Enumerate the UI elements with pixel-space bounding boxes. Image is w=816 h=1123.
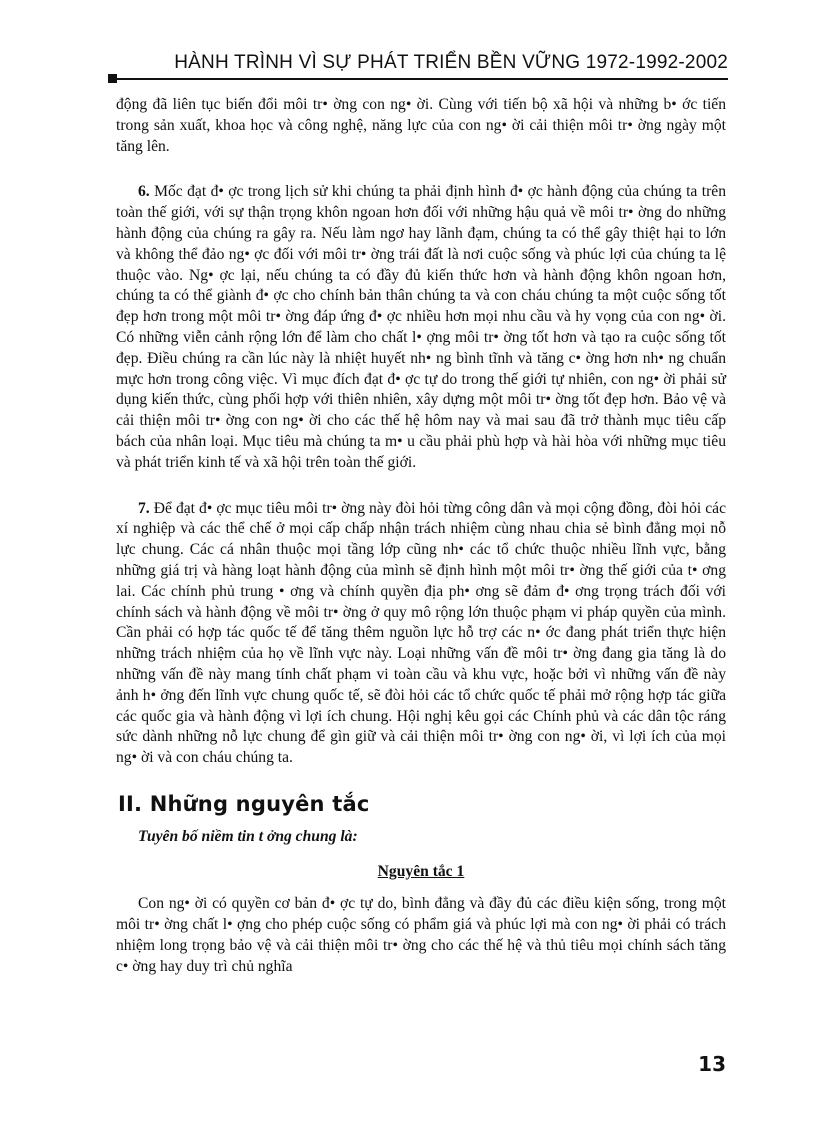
paragraph-7-text: Để đạt đ• ợc mục tiêu môi tr• ờng này đòi hỏi từng công dân và mọi cộng đồng, đòi hỏi các xí nghiệp và các thể chế ở mọi cấp chấp nhận trách nhiệm cùng nhau chia sẻ bình đẳng mọi nỗ lực chung. Các cá nhân thuộc mọi tầng lớp cũng nh• các tổ chức thuộc nhiều lĩnh vực, bằng những giá trị và hàng loạt hành động của mình sẽ định hình một môi tr• ờng thế giới của t• ơng lai. Các chính phủ trung • ơng và chính quyền địa ph• ơng sẽ đảm đ• ơng trọng trách đối với chính sách và hành động về môi tr• ờng ở quy mô rộng lớn thuộc phạm vi pháp quyền của mình. Cần phải có hợp tác quốc tế để tăng thêm nguồn lực hỗ trợ các n• ớc đang phát triển thực hiện những trách nhiệm của họ về lĩnh vực này. Loại những vấn đề môi tr• ờng đang gia tăng là do những vấn đề này mang tính chất phạm vi toàn cầu và khu vực, hoặc bởi vì những vấn đề này ảnh h• ởng đến lĩnh vực chung quốc tế, sẽ đòi hỏi các tổ chức quốc tế phải mở rộng hợp tác giữa các quốc gia và hành động vì lợi ích chung. Hội nghị kêu gọi các Chính phủ và các dân tộc ráng sức dành những nỗ lực chung để gìn giữ và cải thiện môi tr• ờng con ng• ời, vì lợi ích của mọi ng• ời và con cháu chúng ta.	[116, 499, 726, 767]
principle-1-title: Nguyên tắc 1	[377, 862, 465, 880]
header-rule	[112, 78, 728, 80]
paragraph-7	[116, 499, 726, 769]
principle-1-text: Con ng• ời có quyền cơ bản đ• ợc tự do, bình đẳng và đầy đủ các điều kiện sống, trong một môi tr• ờng chất l• ợng cho phép cuộc sống có phẩm giá và phúc lợi mà con ng• ời phải có trách nhiệm long trọng bảo vệ và cải thiện môi tr• ờng cho các thế hệ và thủ tiêu mọi chính sách tăng c• ờng hay duy trì chủ nghĩa	[116, 895, 726, 975]
running-header	[108, 52, 728, 82]
header-square-bullet	[108, 74, 117, 83]
paragraph-6-number: 6.	[138, 183, 150, 201]
paragraph-7-number: 7.	[138, 499, 150, 517]
page-content	[116, 95, 726, 977]
paragraph-6-text: Mốc đạt đ• ợc trong lịch sử khi chúng ta phải định hình đ• ợc hành động của chúng ta trên toàn thế giới, với sự thận trọng khôn ngoan hơn đối với những hậu quả về môi tr• ờng do những hành động của chúng ra gây ra. Nếu làm ngơ hay lãnh đạm, chúng ta có thể gây thiệt hại to lớn và không thể đảo ng• ợc đối với môi tr• ờng trái đất là nơi cuộc sống và phúc lợi của chúng ta lệ thuộc vào. Ng• ợc lại, nếu chúng ta có đầy đủ kiến thức hơn và hành động khôn ngoan hơn, chúng ta có thể giành đ• ợc cho chính bản thân chúng ta và con cháu chúng ta một cuộc sống tốt đẹp hơn trong một môi tr• ờng đáp ứng đ• ợc nhiều hơn mọi nhu cầu và hy vọng của con ng• ời. Có những viễn cảnh rộng lớn để làm cho chất l• ợng môi tr• ờng tốt hơn và tạo ra cuộc sống tốt đẹp. Điều chúng ra cần lúc này là nhiệt huyết nh• ng bình tĩnh và tăng c• ờng hơn nh• ng chuẩn mực hơn trong công việc. Vì mục đích đạt đ• ợc tự do trong thế giới tự nhiên, con ng• ời phải sử dụng kiến thức, cùng phối hợp với thiên nhiên, xây dựng một môi tr• ờng tốt đẹp hơn. Bảo vệ và cải thiện môi tr• ờng con ng• ời cho các thế hệ hôm nay và mai sau đã trở thành mục tiêu cấp bách của nhân loại. Mục tiêu mà chúng ta m• u cầu phải phù hợp và hài hòa với những mục tiêu và phát triển kinh tế và xã hội trên toàn thế giới.	[116, 183, 726, 471]
declaration-tagline: Tuyên bố niềm tin t ởng chung là:	[138, 827, 358, 845]
page-number: 13	[698, 1052, 726, 1076]
running-header-title: HÀNH TRÌNH VÌ SỰ PHÁT TRIỂN BỀN VỮNG 1972-1992-2002	[174, 52, 728, 73]
paragraph-continued: động đã liên tục biến đổi môi tr• ờng con ng• ời. Cùng với tiến bộ xã hội và những b• ớc tiến trong sản xuất, khoa học và công nghệ, năng lực của con ng• ời cải thiện môi tr• ờng ngày một tăng lên.	[116, 96, 726, 155]
section-heading: II. Những nguyên tắc	[118, 791, 370, 816]
paragraph-6	[116, 182, 726, 473]
